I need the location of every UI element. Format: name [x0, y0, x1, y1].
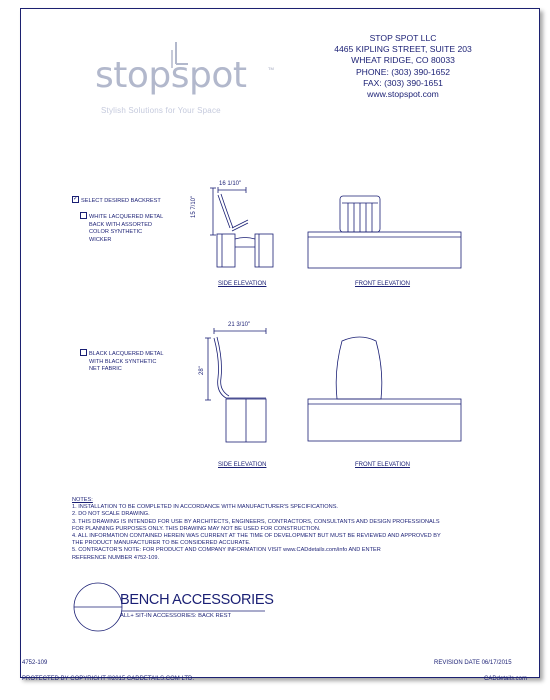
option1-line4: WICKER: [89, 236, 112, 243]
logo-tagline: Stylish Solutions for Your Space: [101, 106, 221, 115]
front-elevation-wicker: [308, 196, 461, 268]
front-elevation-label-bottom: FRONT ELEVATION: [355, 462, 411, 468]
side-elevation-net: [205, 328, 266, 442]
caddetails-brand[interactable]: CADdetails.com: [484, 676, 528, 682]
front-elevation-label-top: FRONT ELEVATION: [355, 281, 411, 287]
option1-line1: WHITE LACQUERED METAL: [89, 213, 164, 220]
note-line: FOR PLANNING PURPOSES ONLY. THIS DRAWING MAY NOT BE USED FOR CONSTRUCTION.: [72, 525, 321, 532]
logo-trademark: TM: [268, 66, 274, 71]
note-line: REFERENCE NUMBER 4752-109.: [72, 554, 160, 561]
dim1-width: 16 1/10": [219, 181, 242, 187]
option1-line2: BACK WITH ASSORTED: [89, 221, 152, 228]
logo-wordmark: stopspot: [95, 55, 247, 96]
checked-checkbox-icon[interactable]: ✓: [73, 196, 79, 202]
dim2-width: 21 3/10": [228, 322, 251, 328]
side-elevation-label-top: SIDE ELEVATION: [218, 281, 267, 287]
dim1-height: 15 7/10": [191, 195, 197, 218]
company-fax: FAX: (303) 390-1651: [363, 77, 443, 88]
select-backrest-label: ✓ SELECT DESIRED BACKREST: [73, 196, 161, 204]
dim2-height: 28": [199, 366, 205, 375]
note-line: THE PRODUCT MANUFACTURER TO BE CONSIDERED ACCURATE.: [72, 540, 251, 547]
side-elevation-label-bottom: SIDE ELEVATION: [218, 462, 267, 468]
note-line: 2. DO NOT SCALE DRAWING.: [72, 511, 150, 518]
company-address1: 4465 KIPLING STREET, SUITE 203: [334, 44, 472, 55]
note-line: 3. THIS DRAWING IS INTENDED FOR USE BY ARCHITECTS, ENGINEERS, CONTRACTORS, CONSULTANTS AND DESIGN PROFESSIONALS: [72, 518, 440, 525]
side-elevation-wicker: [210, 187, 273, 267]
company-website[interactable]: www.stopspot.com: [367, 89, 439, 100]
company-name: STOP SPOT LLC: [369, 33, 437, 43]
drawing-subtitle: ALL+ SIT-IN ACCESSORIES: BACK REST: [120, 613, 231, 619]
front-elevation-net: [308, 337, 461, 441]
note-line: 1. INSTALLATION TO BE COMPLETED IN ACCORDANCE WITH MANUFACTURER'S SPECIFICATIONS.: [72, 504, 338, 511]
drawing-title: BENCH ACCESSORIES: [120, 592, 274, 608]
reference-number: 4752-109: [22, 660, 48, 666]
option2-line2: WITH BLACK SYNTHETIC: [89, 358, 157, 365]
option2-line1: BLACK LACQUERED METAL: [89, 350, 164, 357]
company-phone: PHONE: (303) 390-1652: [355, 66, 451, 77]
company-address2: WHEAT RIDGE, CO 80033: [351, 55, 455, 66]
note-line: 4. ALL INFORMATION CONTAINED HEREIN WAS CURRENT AT THE TIME OF DEVELOPMENT BUT MUST BE REVIEWED AND APPROVED BY: [72, 533, 441, 540]
copyright: PROTECTED BY COPYRIGHT ©2015 CADDETAILS.COM LTD.: [22, 676, 195, 682]
notes-block: [72, 497, 441, 562]
option1-line3: COLOR SYNTHETIC: [89, 229, 143, 236]
option2-line3: NET FABRIC: [89, 366, 122, 373]
note-line: 5. CONTRACTOR'S NOTE: FOR PRODUCT AND COMPANY INFORMATION VISIT www.CADdetails.com/info AND ENTER: [72, 547, 381, 554]
revision-date: REVISION DATE 06/17/2015: [434, 660, 512, 666]
notes-heading: NOTES:: [72, 497, 93, 503]
